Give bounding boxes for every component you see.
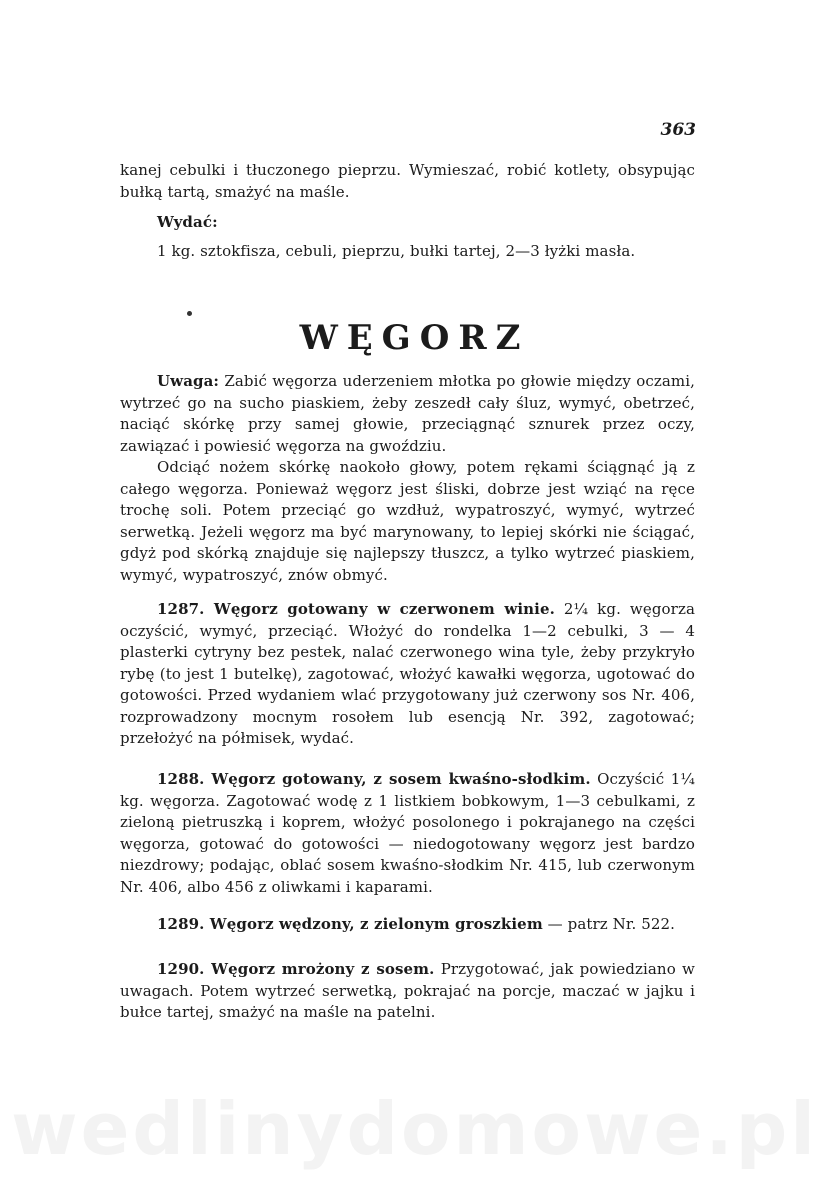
recipe-1289 — [120, 914, 695, 936]
recipe-text: 2¼ kg. węgorza oczyścić, wymyć, przeciąć. Włożyć do rondelka 1—2 cebulki, 3 — 4 plasterki cytryny bez pestek, nalać czerwonego wina tyle, żeby przykryło rybę (to jest 1 butelkę), zagotować, włożyć kawałki węgorza, ugotować do gotowości. Przed wydaniem wlać przygotowany już czerwony sos Nr. 406, rozprowadzony mocnym rosołem lub esencją Nr. 392, zagotować; przełożyć na półmisek, wydać. — [120, 600, 696, 747]
note-block — [120, 371, 695, 586]
recipe-text: Oczyścić 1¼ kg. węgorza. Zagotować wodę z 1 listkiem bobkowym, 1—3 cebulkami, z zieloną pietruszką i koprem, włożyć posolonego i pokrajanego na części węgorza, gotować do gotowości — niedogotowany węgorz jest bardzo niezdrowy; podając, oblać sosem kwaśno-słodkim Nr. 415, lub czerwonym Nr. 406, albo 456 z oliwkami i kaparami. — [120, 770, 695, 896]
recipe-heading: 1289. Węgorz wędzony, z zielonym groszkiem — [157, 915, 543, 933]
note-label: Uwaga: — [157, 372, 220, 390]
recipe-1290 — [120, 959, 695, 1024]
note-paragraph-2: Odciąć nożem skórkę naokoło głowy, potem rękami ściągnąć ją z całego węgorza. Ponieważ węgorz jest śliski, dobrze jest wziąć na ręce trochę soli. Potem przeciąć go wzdłuż, wypatroszyć, wymyć, wytrzeć serwetką. Jeżeli węgorz ma być marynowany, to lepiej skórki nie ściągać, gdyż pod skórką znajduje się najlepszy tłuszcz, a tylko wytrzeć piaskiem, wymyć, wypatroszyć, znów obmyć. — [120, 458, 695, 584]
recipe-heading: 1287. Węgorz gotowany w czerwonem winie. — [157, 600, 555, 618]
intro-paragraph: kanej cebulki i tłuczonego pieprzu. Wymieszać, robić kotlety, obsypując bułką tartą, smażyć na maśle. — [120, 161, 695, 201]
serving-ingredients: 1 kg. sztokfisza, cebuli, pieprzu, bułki tartej, 2—3 łyżki masła. — [157, 242, 636, 260]
recipe-text: Przygotować, jak powiedziano w uwagach. Potem wytrzeć serwetką, pokrajać na porcje, maczać w jajku i bułce tartej, smażyć na maśle na patelni. — [120, 960, 695, 1021]
recipe-1288 — [120, 769, 695, 898]
recipe-1287 — [120, 599, 695, 750]
watermark: wedlinydomowe.pl — [11, 1087, 818, 1171]
recipe-heading: 1288. Węgorz gotowany, z sosem kwaśno-słodkim. — [157, 770, 591, 788]
note-text-1: Zabić węgorza uderzeniem młotka po głowie między oczami, wytrzeć go na sucho piaskiem, żeby zeszedł cały śluz, wymyć, obetrzeć, naciąć skórkę przy samej głowie, przeciągnąć sznurek przez oczy, zawiązać i powiesić węgorza na gwoździu. — [120, 372, 695, 455]
note-paragraph-1 — [120, 371, 695, 457]
serving-label: Wydać: — [157, 213, 218, 231]
recipe-heading: 1290. Węgorz mrożony z sosem. — [157, 960, 435, 978]
page-number: 363 — [660, 120, 696, 140]
recipe-text: — patrz Nr. 522. — [542, 915, 676, 933]
section-title: WĘGORZ — [299, 318, 530, 358]
